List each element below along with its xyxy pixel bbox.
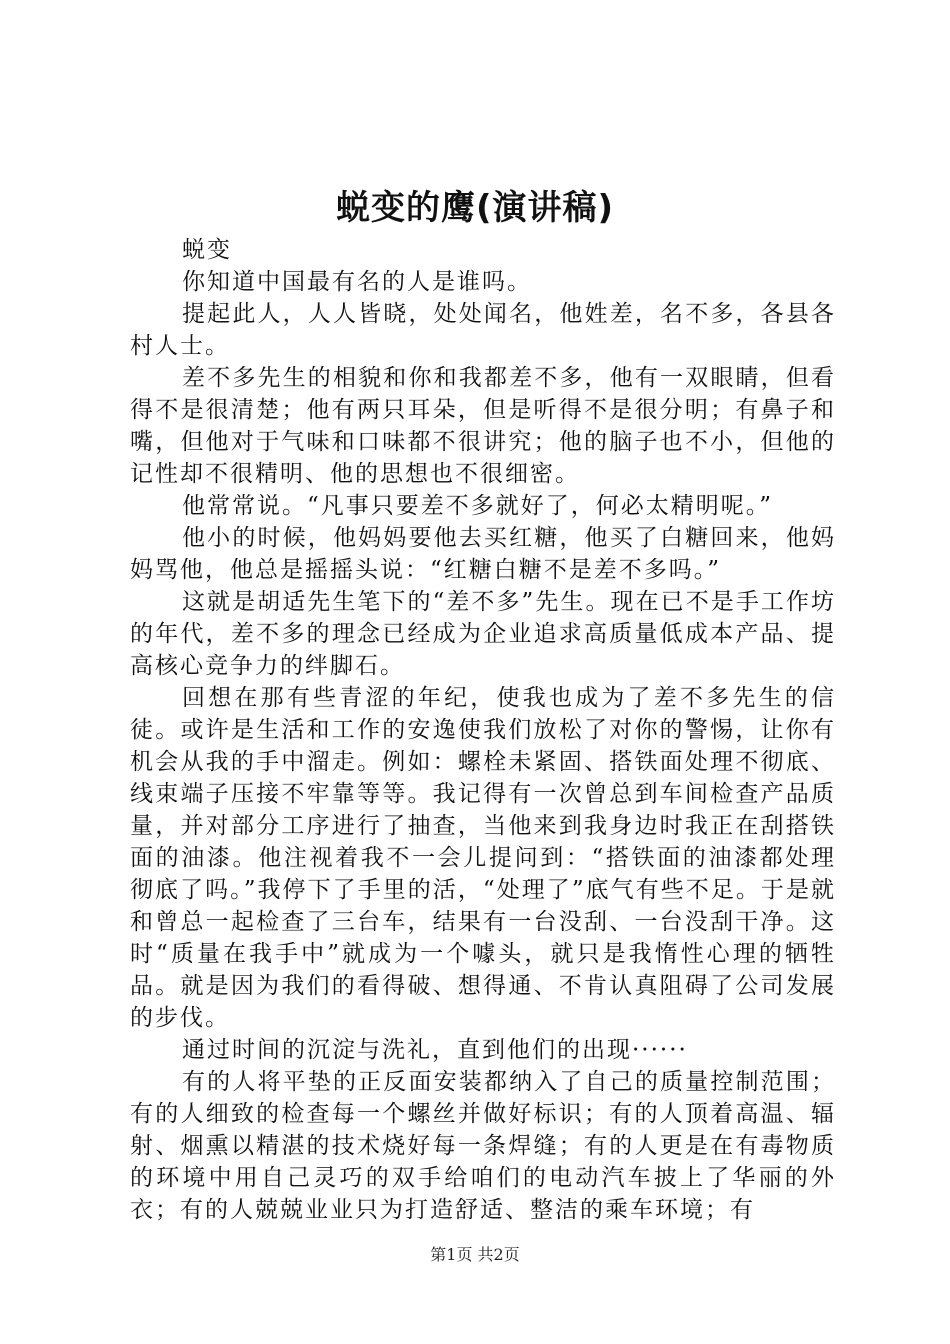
paragraph: 差不多先生的相貌和你和我都差不多，他有一双眼睛，但看得不是很清楚；他有两只耳朵，但是听得不是很分明；有鼻子和嘴，但他对于气味和口味都不很讲究；他的脑子也不小，但他的记性却不很精明、他的思想也不很细密。: [130, 365, 836, 487]
paragraph: 蜕变: [182, 237, 232, 263]
document-body: [130, 234, 836, 1226]
paragraph: 他小的时候，他妈妈要他去买红糖，他买了白糖回来，他妈妈骂他，他总是摇摇头说：“红糖白糖不是差不多吗。”: [130, 525, 836, 583]
page-title: 蜕变的鹰(演讲稿): [335, 188, 615, 228]
paragraph: 他常常说。“凡事只要差不多就好了，何必太精明呢。”: [182, 493, 774, 519]
page-footer: 第1页 共2页: [430, 1245, 520, 1264]
paragraph: 有的人将平垫的正反面安装都纳入了自己的质量控制范围；有的人细致的检查每一个螺丝并做好标识；有的人顶着高温、辐射、烟熏以精湛的技术烧好每一条焊缝；有的人更是在有毒物质的环境中用自己灵巧的双手给咱们的电动汽车披上了华丽的外衣；有的人兢兢业业只为打造舒适、整洁的乘车环境；有: [130, 1069, 836, 1223]
paragraph: 通过时间的沉淀与洗礼，直到他们的出现······: [182, 1037, 688, 1063]
paragraph: 提起此人，人人皆晓，处处闻名，他姓差，名不多，各县各村人士。: [130, 301, 836, 359]
paragraph: 这就是胡适先生笔下的“差不多”先生。现在已不是手工作坊的年代，差不多的理念已经成为企业追求高质量低成本产品、提高核心竞争力的绊脚石。: [130, 589, 836, 679]
paragraph: 回想在那有些青涩的年纪，使我也成为了差不多先生的信徒。或许是生活和工作的安逸使我们放松了对你的警惕，让你有机会从我的手中溜走。例如：螺栓未紧固、搭铁面处理不彻底、线束端子压接不牢靠等等。我记得有一次曾总到车间检查产品质量，并对部分工序进行了抽查，当他来到我身边时我正在刮搭铁面的油漆。他注视着我不一会儿提问到：“搭铁面的油漆都处理彻底了吗。”我停下了手里的活，“处理了”底气有些不足。于是就和曾总一起检查了三台车，结果有一台没刮、一台没刮干净。这时“质量在我手中”就成为一个噱头，就只是我惰性心理的牺牲品。就是因为我们的看得破、想得通、不肯认真阻碍了公司发展的步伐。: [130, 685, 836, 1031]
paragraph: 你知道中国最有名的人是谁吗。: [182, 269, 532, 295]
